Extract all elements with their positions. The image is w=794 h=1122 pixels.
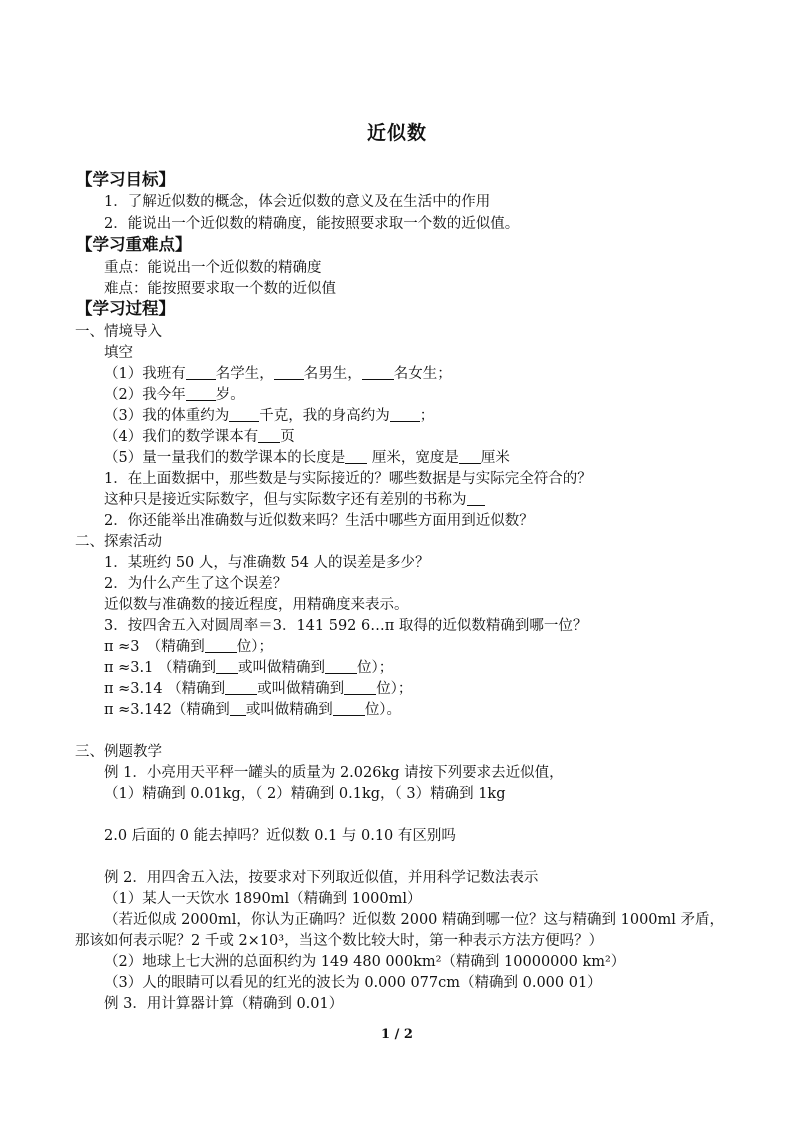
page-number: 1 / 2 [381,1027,413,1042]
pi-approx-4: π ≈3.142（精确到 或叫做精确到 位）。 [104,702,402,718]
goal-2: 2．能说出一个近似数的精确度，能按照要求取一个数的近似值。 [104,216,520,232]
example-1-question: 2.0 后面的 0 能去掉吗？近似数 0.1 与 0.10 有区别吗 [104,828,456,844]
part1-heading: 一、情境导入 [75,324,162,340]
blank [390,407,420,422]
example-2-item-1: （1）某人一天饮水 1890ml（精确到 1000ml） [104,891,422,907]
activity-3: 3．按四舍五入对圆周率＝3．141 592 6…π 取得的近似数精确到哪一位？ [104,618,588,634]
prompt-1: 1．在上面数据中，那些数是与实际接近的？哪些数据是与实际完全符合的？ [104,471,592,487]
example-3: 例 3．用计算器计算（精确到 0.01） [104,996,344,1012]
blank [344,680,376,695]
blank [345,449,367,464]
activity-1: 1．某班约 50 人，与准确数 54 人的误差是多少？ [104,555,430,571]
blank [230,701,246,716]
question-2: （2）我今年 岁。 [104,387,245,403]
goals-heading: 【学习目标】 [76,170,175,189]
question-1: （1）我班有 名学生， 名男生， 名女生； [104,366,452,382]
blank [274,365,304,380]
page-title: 近似数 [366,122,427,144]
activity-2b: 近似数与准确数的接近程度，用精确度来表示。 [104,597,409,613]
example-2-item-2: （2）地球上七大洲的总面积约为 149 480 000km²（精确到 10000000 km²） [104,954,626,970]
blank [205,638,237,653]
blank [186,386,216,401]
blank [325,659,357,674]
key-point: 重点：能说出一个近似数的精确度 [104,260,322,276]
example-2: 例 2．用四舍五入法，按要求对下列取近似值，并用科学记数法表示 [104,870,539,886]
blank [186,365,216,380]
part3-heading: 三、例题教学 [75,744,162,760]
blank [467,491,485,506]
pi-approx-2: π ≈3.1 （精确到 或叫做精确到 位）； [104,660,394,676]
activity-2: 2．为什么产生了这个误差？ [104,576,288,592]
blank [459,449,481,464]
fill-label: 填空 [104,345,133,361]
key-heading: 【学习重难点】 [76,235,192,254]
example-1: 例 1．小亮用天平秤一罐头的质量为 2.026kg 请按下列要求去近似值， [104,765,564,781]
blank [216,659,238,674]
example-2-item-3: （3）人的眼睛可以看见的红光的波长为 0.000 077cm（精确到 0.000 01） [104,975,602,991]
process-heading: 【学习过程】 [76,299,175,318]
example-1-parts: （1）精确到 0.01kg，（ 2）精确到 0.1kg，（ 3）精确到 1kg [104,786,506,802]
pi-approx-1: π ≈3 （精确到 位）； [104,639,274,655]
prompt-1b: 这种只是接近实际数字，但与实际数字还有差别的书称为 [104,490,485,510]
blank [229,407,259,422]
prompt-2: 2．你还能举出准确数与近似数来吗？生活中哪些方面用到近似数？ [104,513,534,529]
blank [258,428,280,443]
question-4: （4）我们的数学课本有 页 [104,429,295,445]
question-5: （5）量一量我们的数学课本的长度是 厘米，宽度是 厘米 [104,450,510,466]
blank [362,365,394,380]
question-3: （3）我的体重约为 千克，我的身高约为 ； [104,408,435,424]
difficult-point: 难点：能按照要求取一个数的近似值 [104,281,336,297]
part2-heading: 二、探索活动 [75,534,162,550]
goal-1: 1．了解近似数的概念，体会近似数的意义及在生活中的作用 [104,194,491,210]
pi-approx-3: π ≈3.14 （精确到 或叫做精确到 位）； [104,681,413,697]
example-2-discussion: （若近似成 2000ml，你认为正确吗？近似数 2000 精确到哪一位？这与精确到 1000ml 矛盾，那该如何表示呢？2 千或 2×10³，当这个数比较大时，第一种表示方法方便吗？） [75,912,725,949]
blank [333,701,365,716]
blank [225,680,257,695]
